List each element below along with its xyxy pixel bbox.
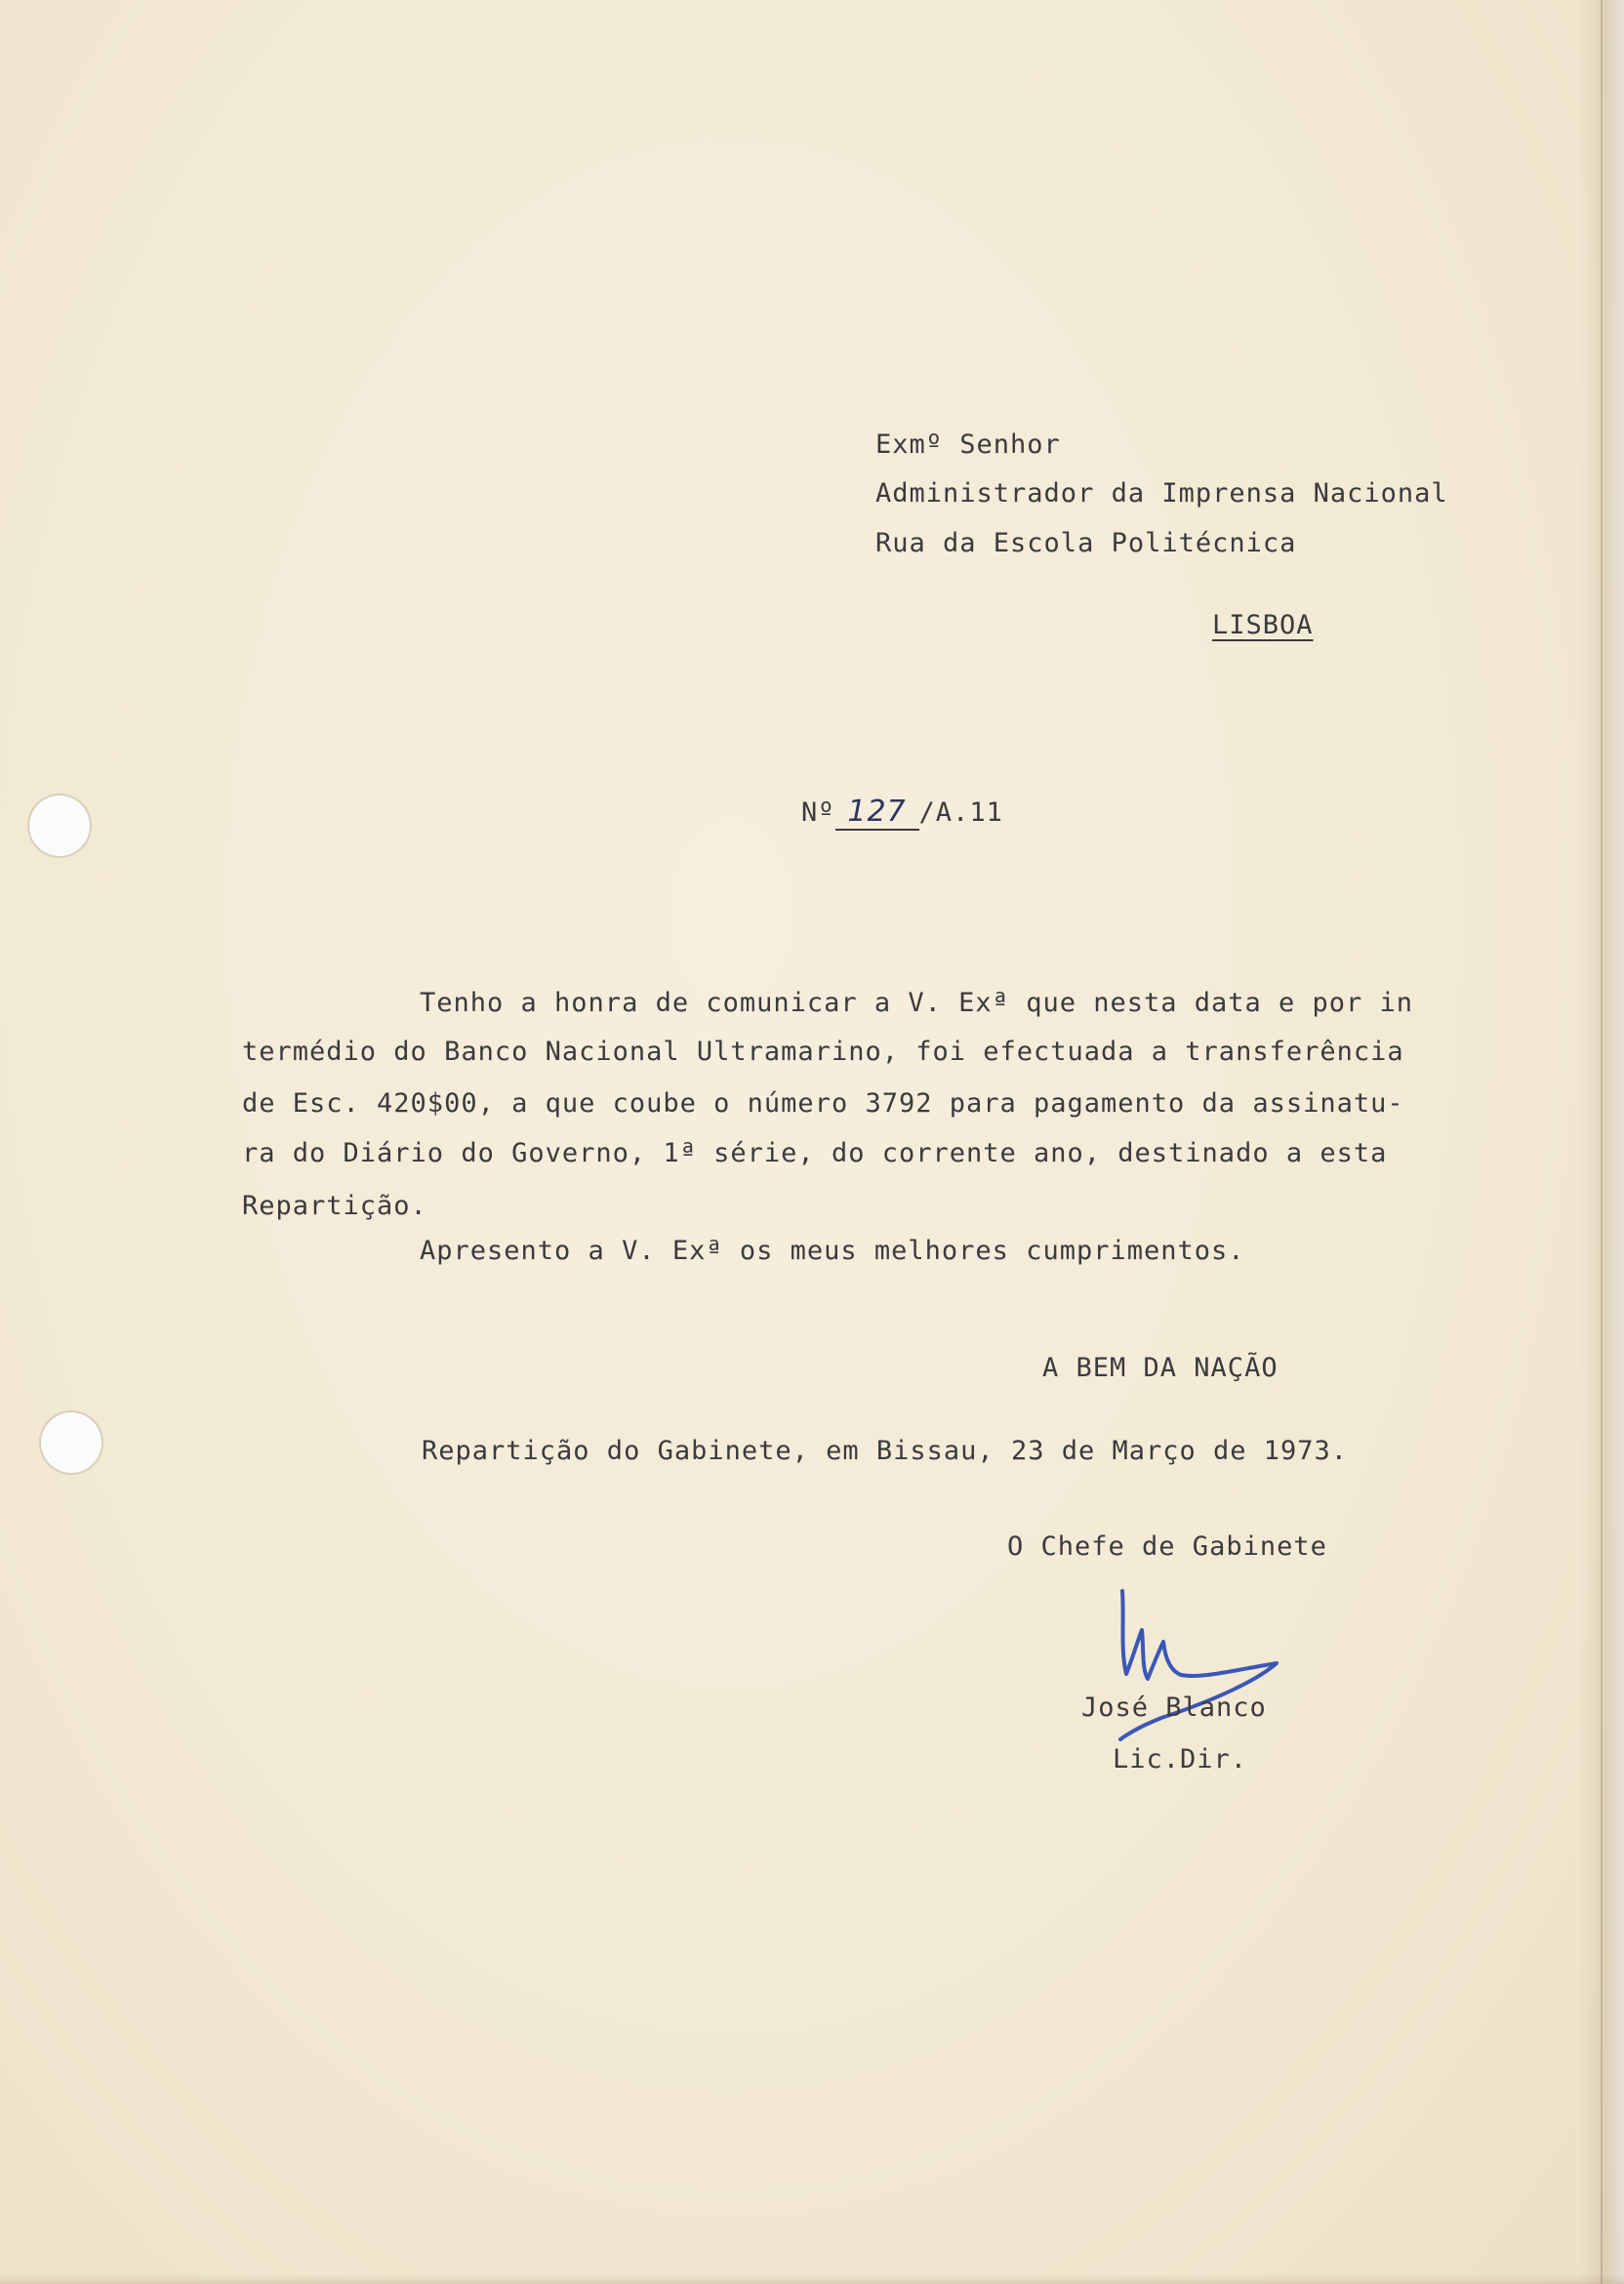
- closing-line: Apresento a V. Exª os meus melhores cumprimentos.: [420, 1236, 1245, 1266]
- addressee-city: LISBOA: [1212, 610, 1314, 640]
- signatory-name: José Blanco: [1081, 1693, 1267, 1723]
- handwritten-signature: [1103, 1581, 1298, 1757]
- motto: A BEM DA NAÇÃO: [1042, 1353, 1279, 1383]
- reference-suffix: /A.11: [918, 797, 1003, 828]
- body-line-4: ra do Diário do Governo, 1ª série, do corrente ano, destinado a esta: [242, 1138, 1388, 1168]
- body-line-5: Repartição.: [242, 1191, 427, 1221]
- body-line-1: Tenho a honra de comunicar a V. Exª que nesta data e por in: [420, 988, 1414, 1018]
- paper-bottom-edge: [0, 2274, 1624, 2284]
- place-date: Repartição do Gabinete, em Bissau, 23 de Março de 1973.: [422, 1436, 1349, 1466]
- addressee-street: Rua da Escola Politécnica: [875, 528, 1297, 558]
- reference-number-block: [734, 771, 1003, 857]
- punch-hole-bottom: [41, 1412, 102, 1473]
- signatory-role: O Chefe de Gabinete: [1007, 1531, 1327, 1562]
- body-line-3: de Esc. 420$00, a que coube o número 3792 para pagamento da assinatu-: [242, 1088, 1404, 1119]
- addressee-title: Administrador da Imprensa Nacional: [875, 478, 1448, 509]
- paper-fold-line: [1601, 0, 1603, 2284]
- signatory-degree: Lic.Dir.: [1113, 1744, 1248, 1774]
- body-line-2: termédio do Banco Nacional Ultramarino, foi efectuada a transferência: [242, 1037, 1404, 1067]
- reference-prefix: Nº: [801, 797, 835, 828]
- reference-number: 127: [835, 797, 919, 831]
- punch-hole-top: [29, 795, 90, 856]
- addressee-salutation: Exmº Senhor: [875, 429, 1061, 460]
